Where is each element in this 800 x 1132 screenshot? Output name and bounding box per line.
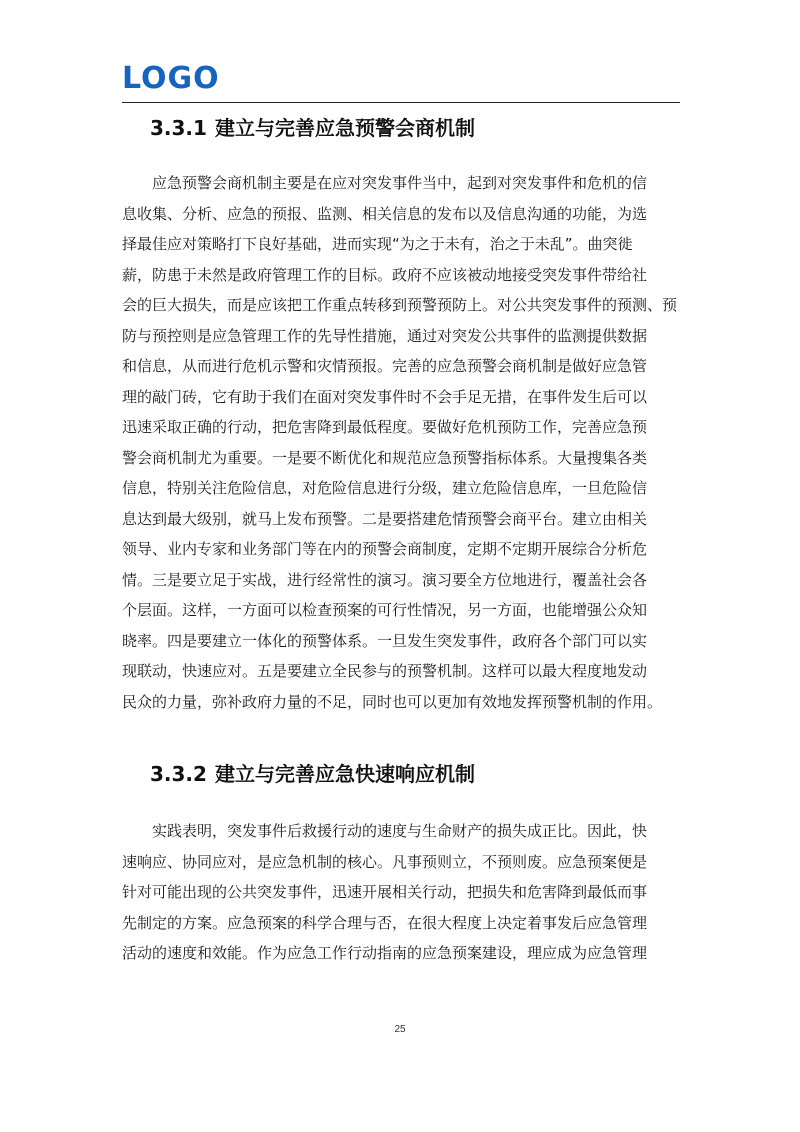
text-line: 防与预控则是应急管理工作的先导性措施，通过对突发公共事件的监测提供数据 [122, 326, 648, 345]
text-line: 晓率。四是要建立一体化的预警体系。一旦发生突发事件，政府各个部门可以实 [122, 631, 648, 650]
header-divider [122, 102, 680, 103]
text-line: 先制定的方案。应急预案的科学合理与否，在很大程度上决定着事发后应急管理 [122, 913, 648, 932]
text-line: 信息，特别关注危险信息，对危险信息进行分级，建立危险信息库，一旦危险信 [122, 479, 648, 497]
text-line: 现联动，快速应对。五是要建立全民参与的预警机制。这样可以最大程度地发动 [122, 662, 648, 680]
section-title: 建立与完善应急预警会商机制 [214, 116, 475, 140]
paragraph-3-3-1 [122, 168, 702, 717]
text-line: 会的巨大损失，而是应该把工作重点转移到预警预防上。对公共突发事件的预测、预 [122, 296, 678, 314]
page-number: 25 [394, 1024, 406, 1035]
text-line: 薪，防患于未然是政府管理工作的目标。政府不应该被动地接受突发事件带给社 [122, 265, 648, 284]
text-line: 民众的力量，弥补政府力量的不足，同时也可以更加有效地发挥预警机制的作用。 [122, 692, 663, 711]
text-line: 迅速采取正确的行动，把危害降到最低程度。要做好危机预防工作，完善应急预 [122, 418, 648, 436]
section-heading-3-3-2 [150, 760, 690, 788]
logo: LOGO [122, 61, 220, 96]
text-line: 个层面。这样，一方面可以检查预案的可行性情况，另一方面，也能增强公众知 [122, 601, 648, 619]
section-number: 3.3.1 [150, 116, 207, 140]
section-title: 建立与完善应急快速响应机制 [214, 762, 475, 786]
text-line: 息达到最大级别，就马上发布预警。二是要搭建危情预警会商平台。建立由相关 [122, 509, 648, 528]
text-line: 速响应、协同应对，是应急机制的核心。凡事预则立，不预则废。应急预案便是 [122, 852, 648, 871]
text-line: 息收集、分析、应急的预报、监测、相关信息的发布以及信息沟通的功能，为选 [122, 204, 648, 223]
text-line: 应急预警会商机制主要是在应对突发事件当中，起到对突发事件和危机的信 [122, 174, 648, 192]
section-heading-3-3-1 [150, 114, 690, 142]
text-line: 实践表明，突发事件后救援行动的速度与生命财产的损失成正比。因此，快 [122, 822, 648, 840]
section-number: 3.3.2 [150, 762, 207, 786]
paragraph-3-3-2 [122, 816, 702, 969]
text-line: 理的敲门砖，它有助于我们在面对突发事件时不会手足无措，在事件发生后可以 [122, 387, 648, 406]
text-line: 领导、业内专家和业务部门等在内的预警会商制度，定期不定期开展综合分析危 [122, 540, 648, 558]
text-line: 和信息，从而进行危机示警和灾情预报。完善的应急预警会商机制是做好应急管 [122, 357, 648, 375]
text-line: 针对可能出现的公共突发事件，迅速开展相关行动，把损失和危害降到最低而事 [122, 883, 648, 901]
text-line: 择最佳应对策略打下良好基础，进而实现“为之于未有，治之于未乱”。曲突徙 [122, 235, 633, 253]
text-line: 警会商机制尤为重要。一是要不断优化和规范应急预警指标体系。大量搜集各类 [122, 448, 648, 467]
text-line: 活动的速度和效能。作为应急工作行动指南的应急预案建设，理应成为应急管理 [122, 944, 648, 962]
text-line: 情。三是要立足于实战，进行经常性的演习。演习要全方位地进行，覆盖社会各 [122, 570, 648, 589]
